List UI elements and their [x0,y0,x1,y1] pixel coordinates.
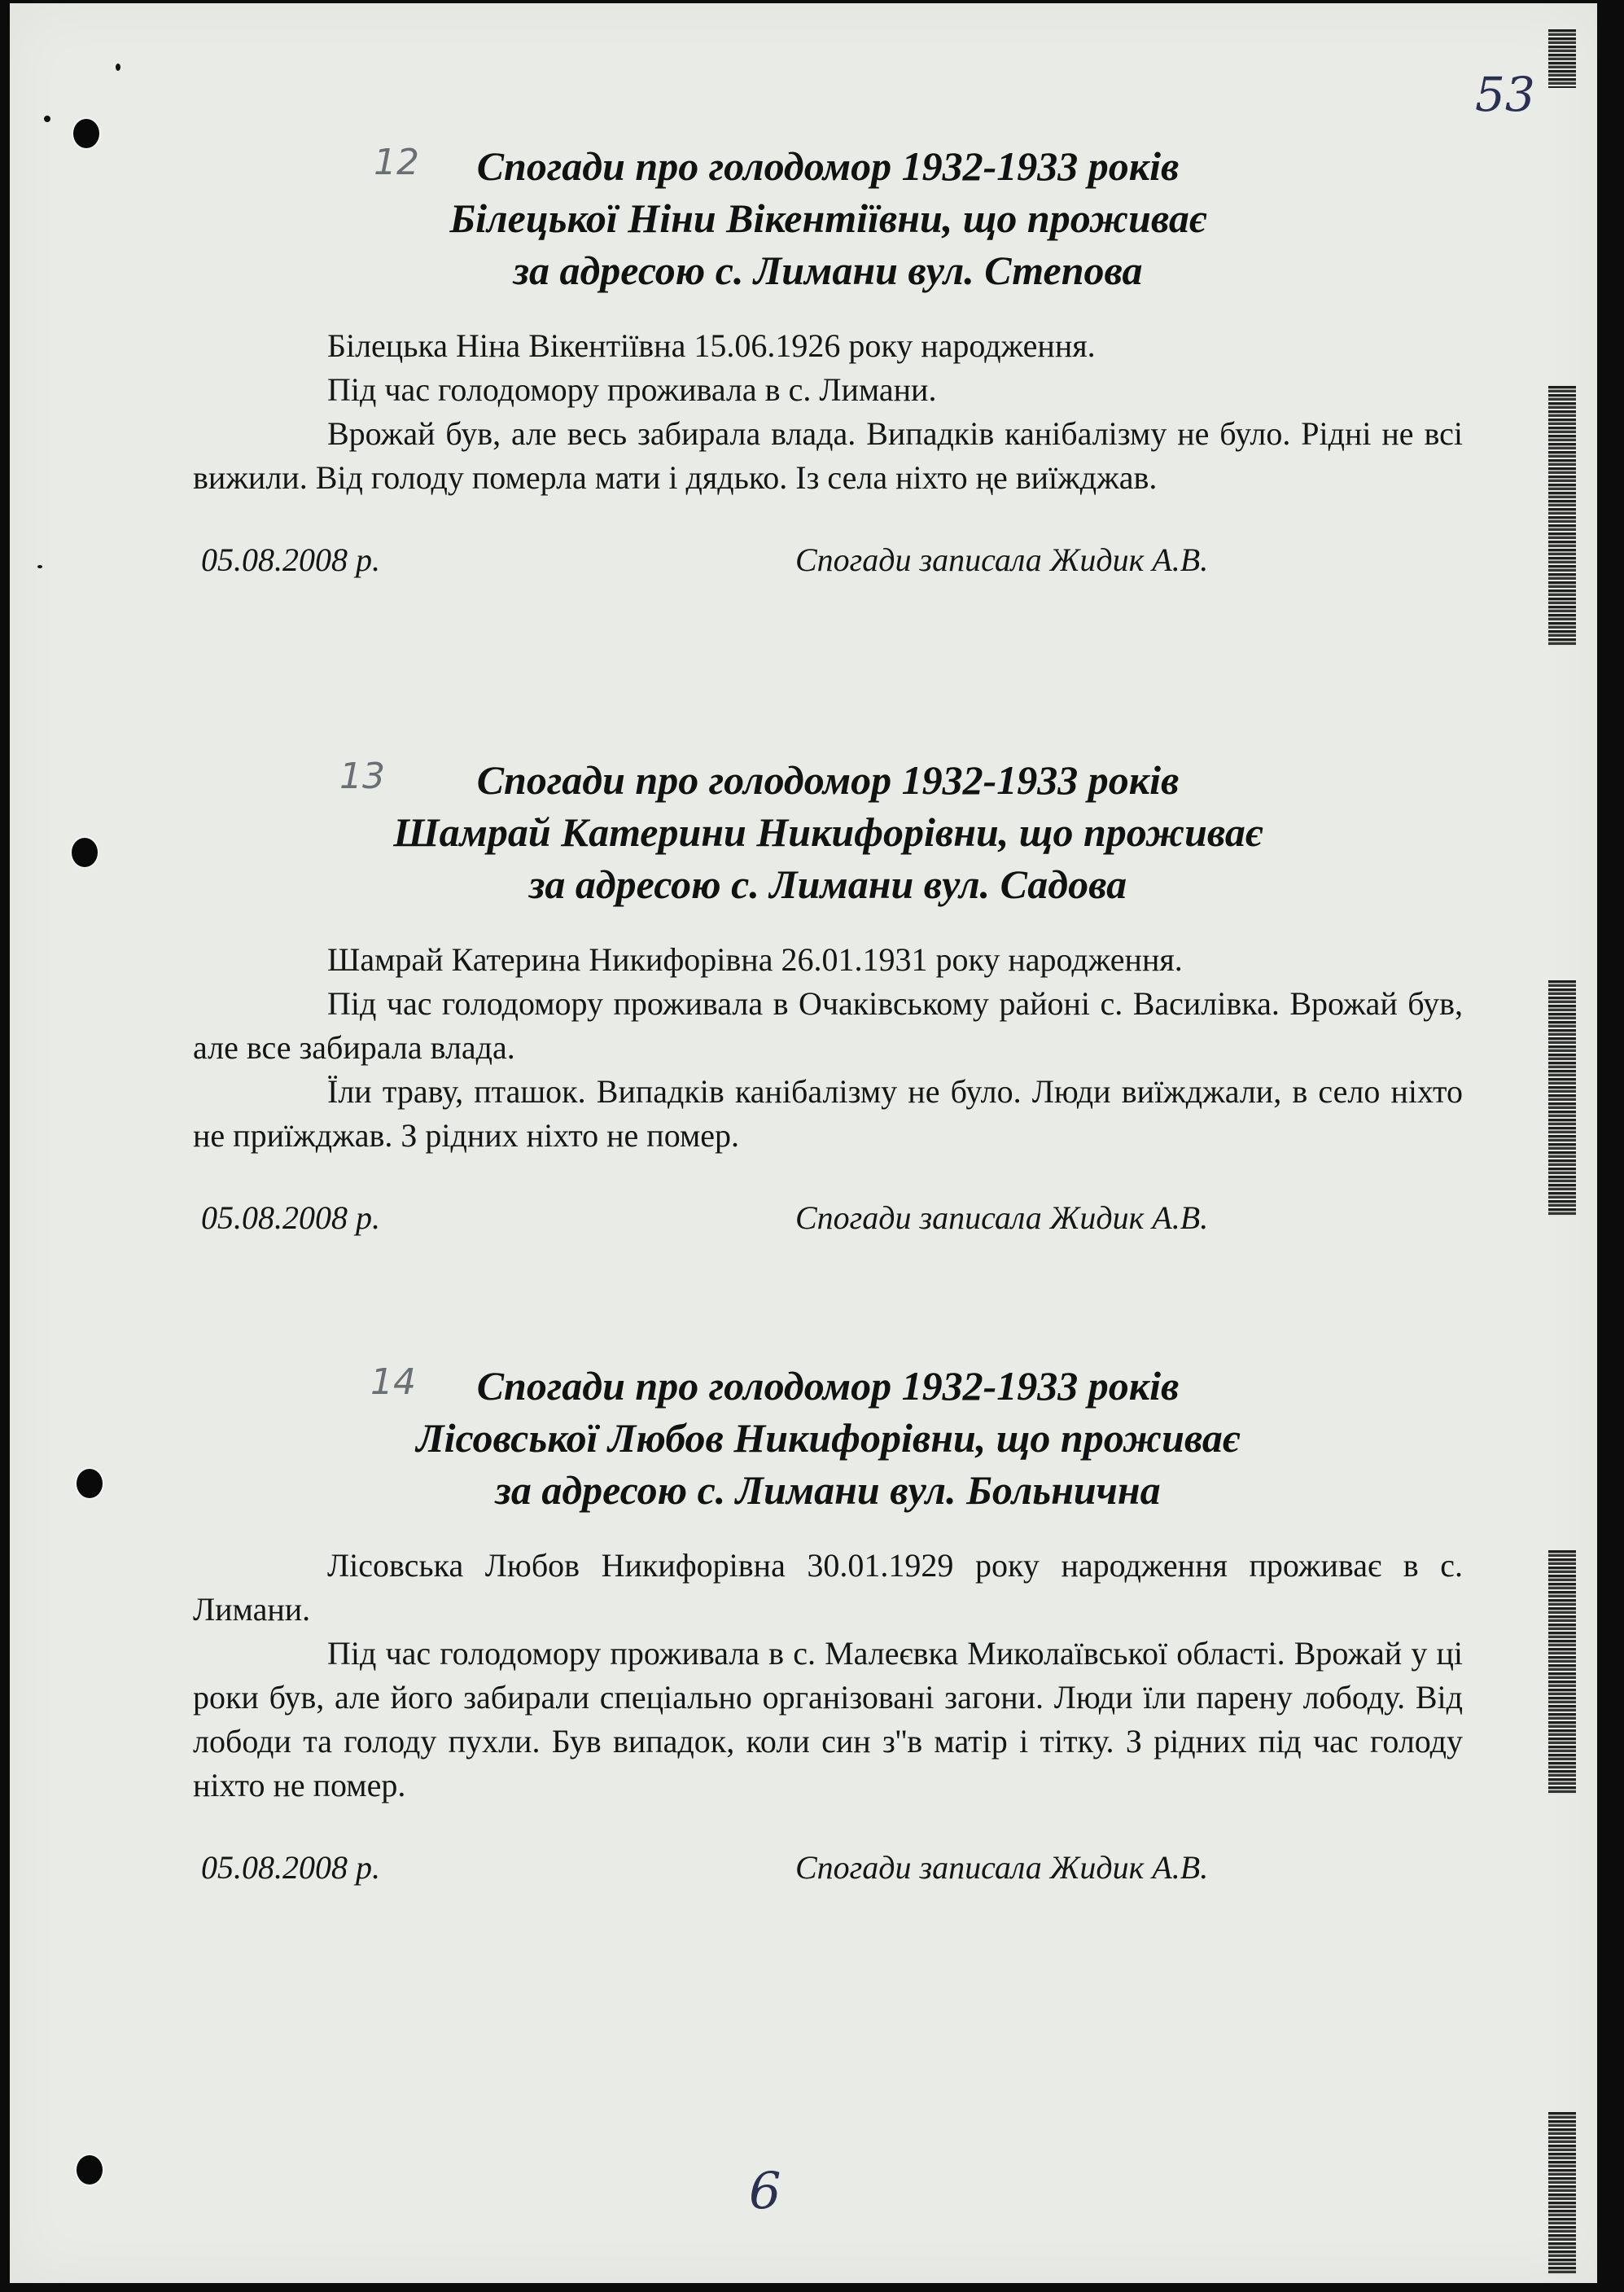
paragraph: Лісовська Любов Никифорівна 30.01.1929 року народження проживає в с. Лимани. [193,1547,1463,1628]
speck [44,116,50,122]
recorded-by: Спогади записала Жидик А.В. [795,1849,1209,1886]
title-line: за адресою с. Лимани вул. Степова [513,248,1143,293]
recorded-by: Спогади записала Жидик А.В. [795,541,1209,578]
title-line: Спогади про голодомор 1932-1933 років [476,143,1180,189]
paragraph: Шамрай Катерина Никифорівна 26.01.1931 року народження. [327,941,1183,978]
title-line: Лісовської Любов Никифорівни, що проживає [416,1415,1240,1461]
paragraph: Під час голодомору проживала в с. Малеєвка Миколаївської області. Врожай у ці роки був, але його забирали спеціально організовані загони. Люди їли парену лободу. Від лободи та голоду пухли. Був випадок, коли син з''в матір і тітку. З рідних під час голоду ніхто не помер. [193,1635,1463,1803]
scan-artifact [1548,2112,1576,2275]
speck [116,64,120,71]
memoir-entry [193,140,1463,589]
document-page [10,3,1597,2283]
signature-line [193,1848,1463,1897]
scan-artifact [1548,29,1576,88]
record-date: 05.08.2008 р. [201,541,380,578]
signature-line [193,541,1463,589]
punch-hole [73,119,99,148]
handwritten-entry-number: 14 [370,1361,416,1403]
paragraph: Білецька Ніна Вікентіївна 15.06.1926 року народження. [327,327,1096,364]
paragraph: Їли траву, пташок. Випадків канібалізму не було. Люди виїжджали, в село ніхто не приїжджав. З рідних ніхто не помер. [193,1073,1463,1154]
entry-title [193,1360,1463,1516]
paragraph: Під час голодомору проживала в с. Лимани. [327,371,937,408]
paragraph: Під час голодомору проживала в Очаківському районі с. Василівка. Врожай був, але все забирала влада. [193,985,1463,1066]
entry-title [193,140,1463,296]
title-line: Білецької Ніни Вікентіївни, що проживає [449,195,1206,241]
memoir-entry [193,754,1463,1247]
handwritten-page-number: 53 [1475,67,1535,122]
title-line: за адресою с. Лимани вул. Больнична [495,1467,1161,1513]
record-date: 05.08.2008 р. [201,1199,380,1236]
punch-hole [72,838,98,867]
handwritten-entry-number: 13 [339,756,385,797]
punch-hole [77,2155,103,2185]
scan-artifact [1548,1550,1576,1795]
handwritten-entry-number: 12 [374,142,419,183]
scan-artifact [1548,980,1576,1216]
punch-hole [77,1469,103,1498]
scan-artifact [1548,386,1576,646]
signature-line [193,1199,1463,1247]
entry-title [193,754,1463,910]
paragraph: Врожай був, але весь забирала влада. Випадків канібалізму не було. Рідні не всі вижили. Від голоду померла мати і дядько. Із села ніхто ңе виїжджав. [193,415,1463,496]
title-line: Спогади про голодомор 1932-1933 років [476,1363,1180,1409]
memoir-entry [193,1360,1463,1897]
handwritten-sheet-number: 6 [749,2161,781,2220]
title-line: Шамрай Катерини Никифорівни, що проживає [393,809,1263,855]
recorded-by: Спогади записала Жидик А.В. [795,1199,1209,1236]
title-line: Спогади про голодомор 1932-1933 років [476,757,1180,803]
title-line: за адресою с. Лимани вул. Садова [528,861,1127,907]
speck [37,565,42,568]
record-date: 05.08.2008 р. [201,1849,380,1886]
